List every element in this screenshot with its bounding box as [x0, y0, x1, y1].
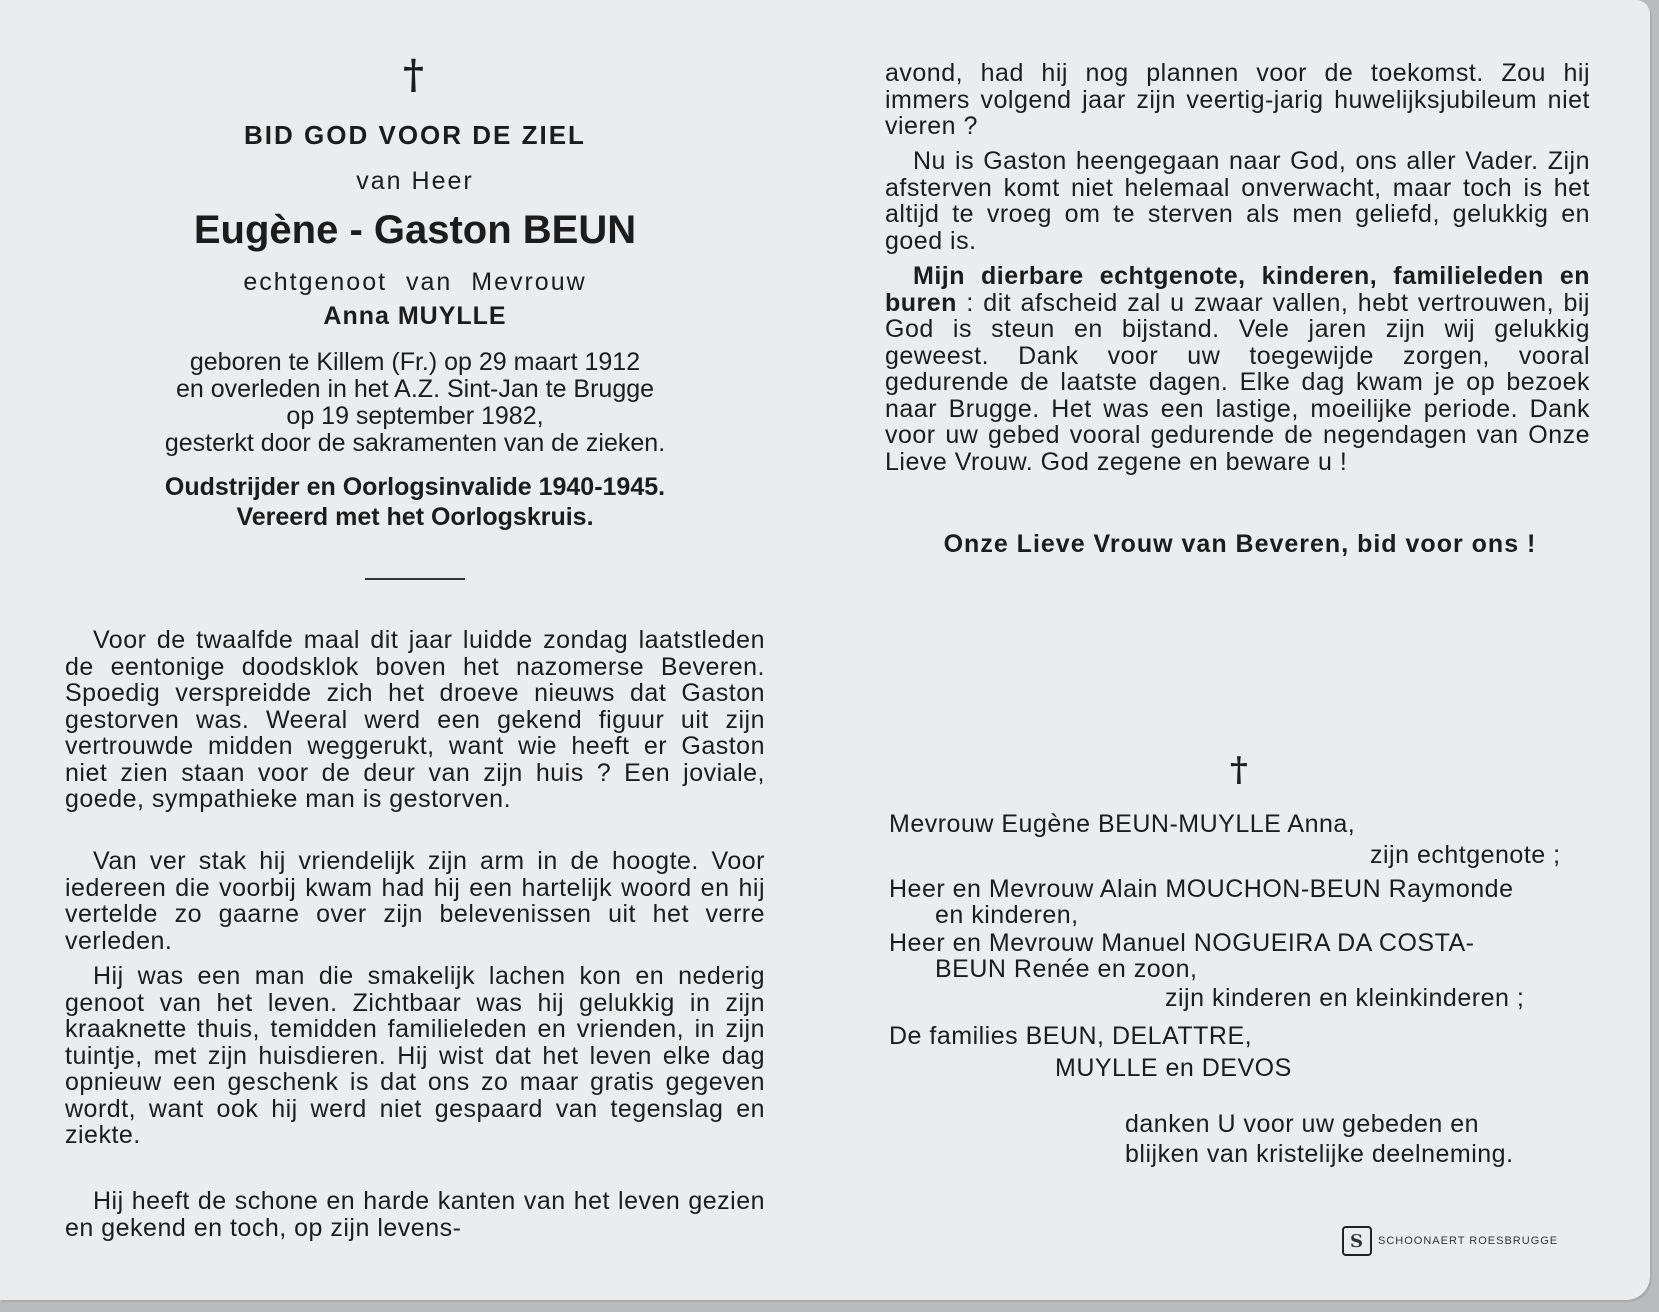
family-line: BEUN Renée en zoon, — [935, 955, 1198, 983]
prayer-header: BID GOD VOOR DE ZIEL — [244, 120, 586, 150]
memorial-paragraph: Voor de twaalfde maal dit jaar luidde zondag laatstleden de eentonige doodsklok boven het nazomerse Beveren. Spoedig verspreidde zich het droeve nieuws dat Gaston gestorven was. Weeral werd een gekend figuur uit zijn vertrouwde midden weggerukt, want wie heeft er Gaston niet zien staan voor de deur van zijn huis ? Een joviale, goede, sympathieke man is gestorven. — [65, 626, 765, 813]
cross-icon: † — [1230, 750, 1248, 790]
farewell-paragraph — [885, 263, 1590, 475]
memorial-paragraph: avond, had hij nog plannen voor de toekomst. Zou hij immers volgend jaar zijn veertig-jarig huwelijksjubileum niet vieren ? — [885, 59, 1590, 140]
family-line: Mevrouw Eugène BEUN-MUYLLE Anna, — [889, 810, 1356, 838]
printer-logo-icon: S — [1342, 1226, 1372, 1256]
printer-mark — [1342, 1226, 1558, 1256]
family-line: danken U voor uw gebeden en — [1125, 1110, 1480, 1138]
honour-line: Oudstrijder en Oorlogsinvalide 1940-1945. — [164, 473, 666, 501]
memorial-paragraph: Nu is Gaston heengegaan naar God, ons aller Vader. Zijn afsterven komt niet helemaal onverwacht, maar toch is het altijd te vroeg om te sterven als men geliefd, gelukkig en goed is. — [885, 147, 1590, 255]
bio-line: op 19 september 1982, — [286, 402, 544, 430]
honour-line: Vereerd met het Oorlogskruis. — [236, 503, 594, 531]
title-prefix: van Heer — [356, 167, 474, 195]
family-line: zijn echtgenote ; — [1370, 841, 1561, 869]
family-line: MUYLLE en DEVOS — [1055, 1054, 1292, 1082]
closing-prayer: Onze Lieve Vrouw van Beveren, bid voor ons ! — [943, 530, 1537, 558]
farewell-address: Mijn dierbare echtgenote, kinderen, familieleden en buren — [885, 262, 1590, 317]
memorial-paragraph: Van ver stak hij vriendelijk zijn arm in de hoogte. Voor iedereen die voorbij kwam had hij een hartelijk woord en hij vertelde zo gaarne over zijn belevenissen uit het verre verleden. — [65, 847, 765, 955]
family-line: blijken van kristelijke deelneming. — [1125, 1140, 1514, 1168]
family-line: Heer en Mevrouw Manuel NOGUEIRA DA COSTA- — [889, 929, 1475, 957]
family-line: De families BEUN, DELATTRE, — [889, 1022, 1253, 1050]
spouse-name: Anna MUYLLE — [323, 302, 507, 330]
printer-name: SCHOONAERT ROESBRUGGE — [1378, 1235, 1559, 1247]
family-line: Heer en Mevrouw Alain MOUCHON-BEUN Raymonde — [889, 875, 1514, 903]
divider — [365, 578, 465, 580]
bio-line: geboren te Killem (Fr.) op 29 maart 1912 — [189, 348, 641, 376]
family-line: zijn kinderen en kleinkinderen ; — [1165, 984, 1525, 1012]
spouse-intro: echtgenoot van Mevrouw — [243, 268, 587, 296]
farewell-text: : dit afscheid zal u zwaar vallen, hebt vertrouwen, bij God is steun en bijstand. Vele jaren zijn wij gelukkig geweest. Dank voor uw toegewijde zorgen, vooral gedurende de laatste dagen. Elke dag kwam je op bezoek naar Brugge. Het was een lastige, moeilijke periode. Dank voor uw gebed vooral gedurende de negendagen van Onze Lieve Vrouw. God zegene en beware u ! — [885, 288, 1590, 476]
deceased-name: Eugène - Gaston BEUN — [193, 208, 637, 252]
memorial-paragraph: Hij was een man die smakelijk lachen kon en nederig genoot van het leven. Zichtbaar was hij gelukkig in zijn kraaknette thuis, temidden familieleden en vrienden, in zijn tuintje, met zijn huisdieren. Hij wist dat het leven elke dag opnieuw een geschenk is dat ons zo maar gratis gegeven wordt, want ook hij werd niet gespaard van tegenslag en ziekte. — [65, 962, 765, 1149]
family-line: en kinderen, — [935, 901, 1079, 929]
bio-line: en overleden in het A.Z. Sint-Jan te Brugge — [175, 375, 655, 403]
cross-icon: † — [403, 51, 424, 98]
memorial-paragraph: Hij heeft de schone en harde kanten van het leven gezien en gekend en toch, op zijn levens- — [65, 1187, 765, 1242]
bio-line: gesterkt door de sakramenten van de zieken. — [164, 429, 666, 457]
